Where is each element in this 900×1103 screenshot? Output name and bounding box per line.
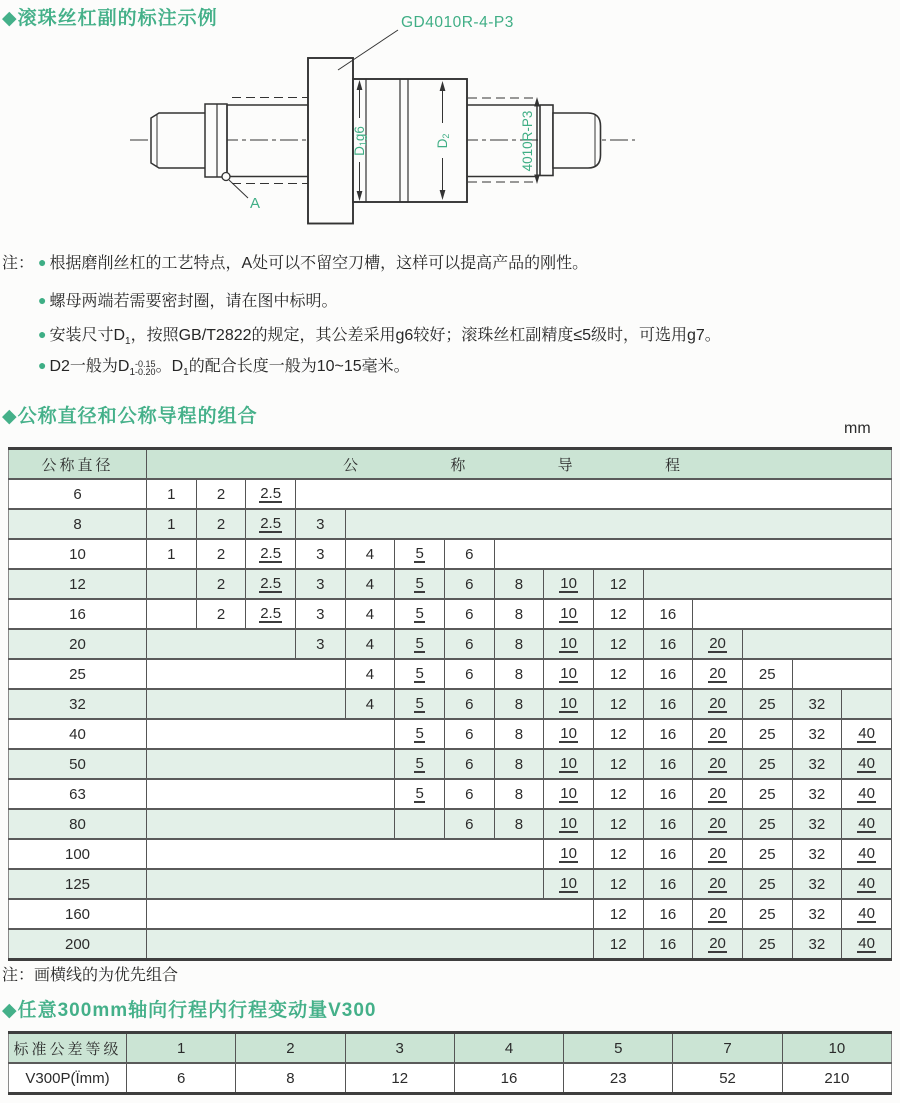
- empty-lead-span: [147, 599, 197, 629]
- lead-cell: [693, 719, 743, 749]
- section3-heading: ◆任意300mm轴向行程内行程变动量V300: [2, 1000, 377, 1021]
- preferred-lead-value: 2.5: [260, 574, 282, 592]
- lead-cell: [544, 569, 594, 599]
- lead-table-row: 40 5 6 8 10 12 16 20 25 32 40: [9, 719, 892, 749]
- preferred-lead-value: 5: [415, 634, 424, 652]
- lead-cell: 3: [295, 569, 345, 599]
- lead-cell: [544, 629, 594, 659]
- lead-cell: 32: [792, 929, 842, 960]
- v300-cell: 210: [782, 1063, 891, 1094]
- v300-cell: 10: [782, 1033, 891, 1064]
- lead-table: [8, 447, 892, 961]
- lead-table-row: 6 1 2 2.5: [9, 479, 892, 509]
- trailing-span: [792, 659, 891, 689]
- lead-cell: [693, 659, 743, 689]
- lead-cell: 4: [345, 629, 395, 659]
- lead-cell: 25: [742, 779, 792, 809]
- lead-cell: 3: [295, 509, 345, 539]
- lead-cell: 8: [494, 629, 544, 659]
- preferred-lead-value: 5: [415, 724, 424, 742]
- preferred-lead-value: 5: [415, 664, 424, 682]
- lead-cell: [395, 749, 445, 779]
- lead-cell: [693, 899, 743, 929]
- trailing-span: [494, 539, 891, 569]
- lead-cell: [395, 599, 445, 629]
- lead-table-row: 160 12 16 20 25 32 40: [9, 899, 892, 929]
- unit-label: mm: [844, 420, 871, 437]
- empty-lead-span: [147, 749, 395, 779]
- lead-cell: [395, 689, 445, 719]
- lead-cell: 2: [196, 539, 246, 569]
- lead-table-row: 80 6 8 10 12 16 20 25 32 40: [9, 809, 892, 839]
- lead-cell: 25: [742, 929, 792, 960]
- preferred-lead-value: 10: [560, 874, 577, 892]
- trailing-span: [693, 599, 892, 629]
- lead-cell: 12: [593, 659, 643, 689]
- lead-cell: 6: [444, 689, 494, 719]
- lead-cell: 32: [792, 689, 842, 719]
- bullet-icon: ●: [38, 292, 47, 308]
- d2-label: D2: [435, 133, 451, 149]
- lead-cell: 8: [494, 749, 544, 779]
- preferred-lead-value: 20: [709, 874, 726, 892]
- lead-cell: 3: [295, 539, 345, 569]
- lead-cell: [544, 779, 594, 809]
- v300-cell: 3: [345, 1033, 454, 1064]
- preferred-lead-value: 20: [709, 724, 726, 742]
- lead-cell: [842, 809, 892, 839]
- preferred-lead-value: 40: [858, 934, 875, 952]
- lead-cell: 16: [643, 749, 693, 779]
- preferred-lead-value: 40: [858, 844, 875, 862]
- notes-label: 注：: [2, 255, 35, 272]
- lead-table-row: 50 5 6 8 10 12 16 20 25 32 40: [9, 749, 892, 779]
- lead-cell: 6: [444, 569, 494, 599]
- lead-cell: [842, 929, 892, 960]
- trailing-span: [295, 479, 891, 509]
- preferred-lead-value: 40: [858, 874, 875, 892]
- lead-table-row: 100 10 12 16 20 25 32 40: [9, 839, 892, 869]
- empty-lead-span: [147, 689, 346, 719]
- note-3-text: 安装尺寸$D_1$，按照GB/T2822的规定，其公差采用g6较好；滚珠丝杠副精度≤5级时，可选用g7。: [49, 327, 721, 348]
- lead-cell: [395, 659, 445, 689]
- lead-table-row: 32 4 5 6 8 10 12 16 20 25 32: [9, 689, 892, 719]
- bullet-icon: ●: [38, 254, 47, 270]
- lead-cell: [842, 779, 892, 809]
- preferred-lead-value: 10: [560, 754, 577, 772]
- lead-cell: 16: [643, 929, 693, 960]
- lead-cell: [693, 839, 743, 869]
- lead-table-row: 200 12 16 20 25 32 40: [9, 929, 892, 960]
- preferred-lead-value: 10: [560, 784, 577, 802]
- preferred-lead-value: 5: [415, 574, 424, 592]
- lead-cell: 6: [444, 749, 494, 779]
- lead-cell: 12: [593, 839, 643, 869]
- lead-table-row: 8 1 2 2.5 3: [9, 509, 892, 539]
- trailing-span: [345, 509, 891, 539]
- lead-table-row: 125 10 12 16 20 25 32 40: [9, 869, 892, 899]
- lead-cell: 16: [643, 719, 693, 749]
- bullet-icon: ●: [38, 326, 47, 342]
- lead-cell: 32: [792, 719, 842, 749]
- lead-cell: 4: [345, 599, 395, 629]
- v300-cell: 6: [127, 1063, 236, 1094]
- preferred-lead-value: 20: [709, 904, 726, 922]
- lead-cell: 12: [593, 869, 643, 899]
- v300-header-row: 标准公差等级 1 2 3 4 5 7 10: [9, 1033, 892, 1064]
- preferred-lead-value: 10: [560, 694, 577, 712]
- lead-table-row: 25 4 5 6 8 10 12 16 20 25: [9, 659, 892, 689]
- empty-lead-span: [147, 929, 594, 960]
- lead-cell: 12: [593, 599, 643, 629]
- preferred-lead-value: 20: [709, 934, 726, 952]
- lead-cell: [246, 599, 296, 629]
- preferred-lead-value: 10: [560, 844, 577, 862]
- preferred-lead-value: 20: [709, 784, 726, 802]
- lead-cell: 4: [345, 539, 395, 569]
- lead-cell: 1: [147, 479, 197, 509]
- lead-cell: 32: [792, 809, 842, 839]
- lead-cell: [395, 539, 445, 569]
- trailing-span: [643, 569, 891, 599]
- thread-spec-label: 4010R-P3: [520, 110, 535, 172]
- preferred-lead-value: 5: [415, 604, 424, 622]
- lead-cell: [395, 809, 445, 839]
- lead-cell: 25: [742, 899, 792, 929]
- lead-cell: 8: [494, 689, 544, 719]
- preferred-lead-value: 40: [858, 814, 875, 832]
- d1-label: D1g6: [352, 126, 368, 156]
- lead-table-row: 20 3 4 5 6 8 10 12 16 20: [9, 629, 892, 659]
- lead-cell: 6: [444, 719, 494, 749]
- lead-cell: 16: [643, 899, 693, 929]
- lead-cell: [842, 749, 892, 779]
- lead-cell: 25: [742, 659, 792, 689]
- part-number-leader: [338, 30, 398, 70]
- note-4-text: D2一般为$D_1$ -0.15 -0.20 。$D_1$的配合长度一般为10~15毫米。: [49, 358, 410, 379]
- lead-cell: 2: [196, 599, 246, 629]
- lead-cell: 12: [593, 689, 643, 719]
- lead-cell: 16: [643, 599, 693, 629]
- lead-cell: 16: [643, 839, 693, 869]
- lead-cell: [395, 569, 445, 599]
- lead-cell: [693, 629, 743, 659]
- lead-cell: 8: [494, 809, 544, 839]
- lead-cell: 8: [494, 659, 544, 689]
- part-number-label: GD4010R-4-P3: [401, 14, 514, 31]
- v300-cell: 8: [236, 1063, 345, 1094]
- lead-cell: 16: [643, 689, 693, 719]
- lead-cell: [246, 539, 296, 569]
- section1-heading: ◆滚珠丝杠副的标注示例: [2, 8, 218, 29]
- lead-cell: [246, 479, 296, 509]
- lead-cell: 12: [593, 629, 643, 659]
- lead-cell: [842, 719, 892, 749]
- lead-cell: [693, 779, 743, 809]
- lead-cell: 6: [444, 599, 494, 629]
- preferred-lead-value: 10: [560, 604, 577, 622]
- empty-lead-span: [147, 629, 296, 659]
- empty-lead-span: [147, 569, 197, 599]
- lead-cell: 16: [643, 629, 693, 659]
- v300-cell: 7: [673, 1033, 782, 1064]
- v300-value-row: V300P(Ïmm) 6 8 12 16 23 52 210: [9, 1063, 892, 1094]
- lead-cell: 6: [444, 629, 494, 659]
- preferred-lead-value: 10: [560, 664, 577, 682]
- section2-heading: ◆公称直径和公称导程的组合: [2, 406, 258, 427]
- preferred-lead-value: 20: [709, 664, 726, 682]
- lead-cell: 12: [593, 569, 643, 599]
- lead-cell: [544, 719, 594, 749]
- lead-cell: 16: [643, 779, 693, 809]
- lead-cell: [246, 569, 296, 599]
- lead-cell: [395, 629, 445, 659]
- empty-lead-span: [147, 839, 544, 869]
- lead-cell: 6: [444, 779, 494, 809]
- preferred-lead-value: 5: [415, 754, 424, 772]
- v300-cell: 12: [345, 1063, 454, 1094]
- v300-table-body: [9, 1033, 892, 1094]
- lead-cell: [693, 689, 743, 719]
- preferred-lead-value: 2.5: [260, 544, 282, 562]
- lead-cell: 4: [345, 569, 395, 599]
- lead-cell: 25: [742, 839, 792, 869]
- lead-cell: 1: [147, 509, 197, 539]
- lead-cell: 12: [593, 899, 643, 929]
- lead-cell: [544, 659, 594, 689]
- lead-cell: 6: [444, 809, 494, 839]
- lead-cell: 25: [742, 869, 792, 899]
- preferred-lead-value: 20: [709, 754, 726, 772]
- lead-cell: 2: [196, 479, 246, 509]
- lead-header-cell: [147, 449, 892, 480]
- v300-cell: 4: [454, 1033, 563, 1064]
- note-3: [2, 322, 721, 347]
- preferred-lead-value: 20: [709, 844, 726, 862]
- lead-cell: [842, 839, 892, 869]
- empty-lead-span: [147, 659, 346, 689]
- lead-cell: [544, 869, 594, 899]
- v300-cell: 16: [454, 1063, 563, 1094]
- lead-cell: 2: [196, 509, 246, 539]
- preferred-lead-value: 40: [858, 724, 875, 742]
- lead-cell: [544, 809, 594, 839]
- lead-cell: [693, 869, 743, 899]
- lead-cell: [395, 779, 445, 809]
- lead-cell: [693, 749, 743, 779]
- v300-cell: 1: [127, 1033, 236, 1064]
- lead-table-body: [9, 479, 892, 960]
- lead-cell: [693, 809, 743, 839]
- lead-cell: 3: [295, 629, 345, 659]
- preferred-lead-value: 5: [415, 784, 424, 802]
- diameter-header-cell: 公称直径: [9, 449, 147, 480]
- preferred-lead-value: 40: [858, 784, 875, 802]
- preferred-lead-value: 5: [415, 544, 424, 562]
- lead-cell: 3: [295, 599, 345, 629]
- lead-cell: 6: [444, 539, 494, 569]
- note-1: [2, 250, 588, 273]
- note-2: [2, 288, 337, 311]
- lead-cell: 8: [494, 719, 544, 749]
- preferred-lead-value: 10: [560, 574, 577, 592]
- lead-cell: 25: [742, 719, 792, 749]
- lead-cell: 16: [643, 659, 693, 689]
- preferred-lead-value: 10: [560, 634, 577, 652]
- preferred-note: 注：画横线的为优先组合: [2, 967, 179, 984]
- lead-cell: [544, 599, 594, 629]
- lead-cell: 32: [792, 839, 842, 869]
- lead-cell: 6: [444, 659, 494, 689]
- lead-cell: [246, 509, 296, 539]
- lead-cell: 32: [792, 749, 842, 779]
- right-journal: [540, 105, 601, 176]
- empty-lead-span: [147, 719, 395, 749]
- v300-cell: 52: [673, 1063, 782, 1094]
- lead-cell: 8: [494, 569, 544, 599]
- lead-header-chars: 公 称 导 程: [343, 456, 680, 474]
- lead-cell: [544, 749, 594, 779]
- lead-cell: 12: [593, 749, 643, 779]
- lead-cell: 12: [593, 929, 643, 960]
- nut-flange: [308, 58, 353, 224]
- ball-screw-drawing: [0, 0, 900, 245]
- trailing-span: [742, 629, 891, 659]
- lead-table-row: 10 1 2 2.5 3 4 5 6: [9, 539, 892, 569]
- preferred-lead-value: 2.5: [260, 484, 282, 502]
- preferred-lead-value: 40: [858, 754, 875, 772]
- note-1-text: 根据磨削丝杠的工艺特点，A处可以不留空刀槽，这样可以提高产品的刚性。: [49, 255, 589, 272]
- lead-cell: 12: [593, 809, 643, 839]
- preferred-lead-value: 10: [560, 724, 577, 742]
- lead-cell: 16: [643, 809, 693, 839]
- preferred-lead-value: 2.5: [260, 604, 282, 622]
- lead-cell: [842, 899, 892, 929]
- lead-cell: 12: [593, 779, 643, 809]
- preferred-lead-value: 5: [415, 694, 424, 712]
- a-label: A: [250, 195, 261, 212]
- lead-table-row: 16 2 2.5 3 4 5 6 8 10 12 16: [9, 599, 892, 629]
- lead-cell: 32: [792, 899, 842, 929]
- lead-cell: [395, 719, 445, 749]
- lead-cell: 25: [742, 809, 792, 839]
- v300-table: [8, 1031, 892, 1095]
- lead-cell: 12: [593, 719, 643, 749]
- empty-lead-span: [147, 869, 544, 899]
- lead-cell: [544, 689, 594, 719]
- lead-cell: 32: [792, 779, 842, 809]
- left-journal: [151, 104, 227, 177]
- v300-cell: 2: [236, 1033, 345, 1064]
- note-2-text: 螺母两端若需要密封圈，请在图中标明。: [49, 293, 338, 310]
- preferred-lead-value: 20: [709, 694, 726, 712]
- preferred-lead-value: 2.5: [260, 514, 282, 532]
- v300-cell: 5: [564, 1033, 673, 1064]
- lead-cell: 25: [742, 749, 792, 779]
- lead-cell: 25: [742, 689, 792, 719]
- preferred-lead-value: 20: [709, 814, 726, 832]
- lead-cell: 4: [345, 659, 395, 689]
- lead-cell: 32: [792, 869, 842, 899]
- lead-table-row: 63 5 6 8 10 12 16 20 25 32 40: [9, 779, 892, 809]
- lead-table-header-row: [9, 449, 892, 480]
- tolerance-stack: -0.15 -0.20: [135, 359, 156, 377]
- preferred-lead-value: 20: [709, 634, 726, 652]
- lead-cell: 2: [196, 569, 246, 599]
- note-4: [2, 353, 410, 378]
- lead-cell: [544, 839, 594, 869]
- v300-cell: 23: [564, 1063, 673, 1094]
- lead-cell: 8: [494, 599, 544, 629]
- empty-lead-span: [147, 809, 395, 839]
- lead-cell: [842, 869, 892, 899]
- lead-table-row: 12 2 2.5 3 4 5 6 8 10 12: [9, 569, 892, 599]
- trailing-span: [842, 689, 892, 719]
- lead-cell: 16: [643, 869, 693, 899]
- empty-lead-span: [147, 899, 594, 929]
- lead-cell: 8: [494, 779, 544, 809]
- preferred-lead-value: 10: [560, 814, 577, 832]
- lead-cell: [693, 929, 743, 960]
- preferred-lead-value: 40: [858, 904, 875, 922]
- bullet-icon: ●: [38, 357, 47, 373]
- empty-lead-span: [147, 779, 395, 809]
- lead-cell: 4: [345, 689, 395, 719]
- lead-cell: 1: [147, 539, 197, 569]
